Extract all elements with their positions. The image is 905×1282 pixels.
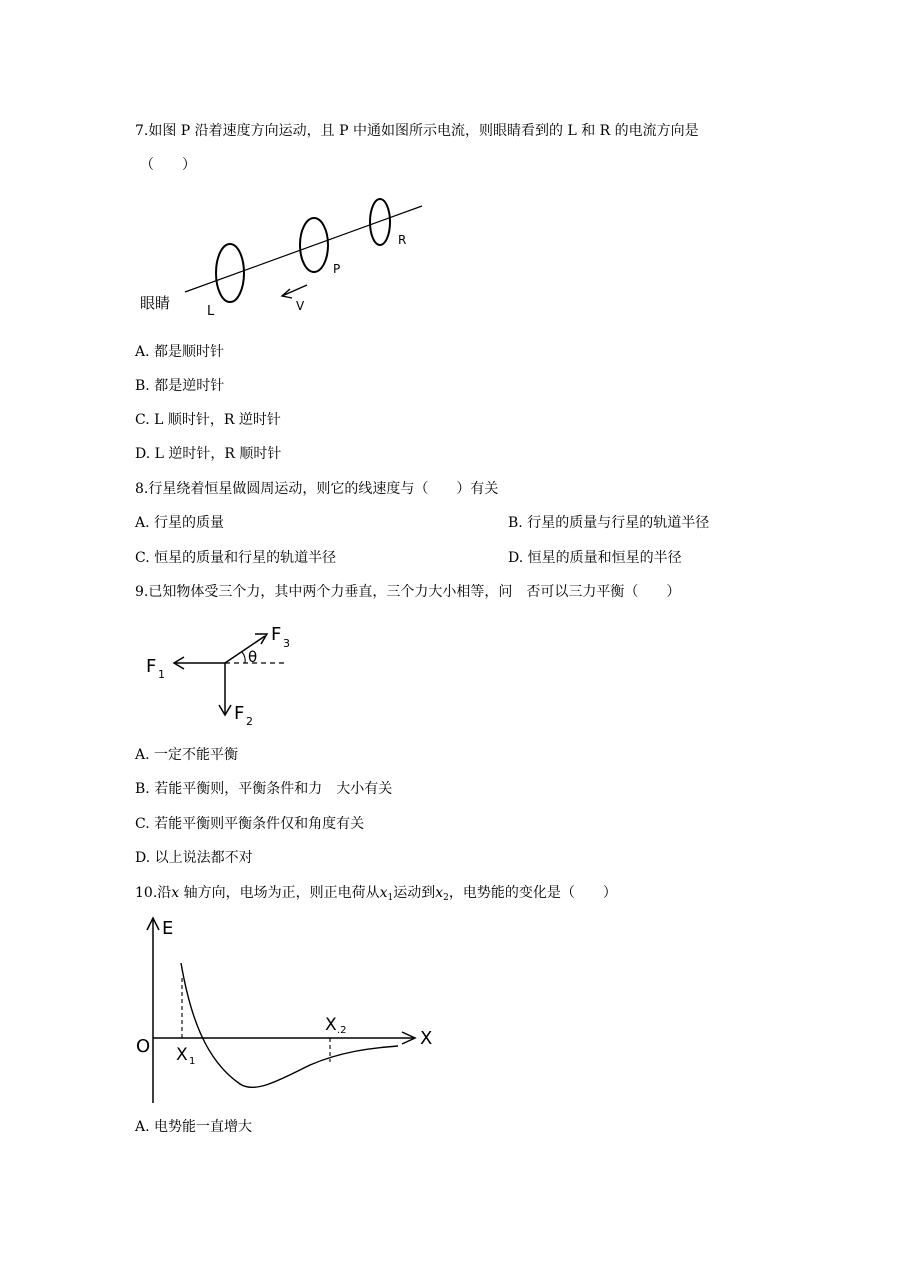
label-R: R xyxy=(398,233,407,247)
label-L: L xyxy=(207,304,215,319)
q8-option-b: B. 行星的质量与行星的轨道半径 xyxy=(508,515,710,531)
q10-stem: 10.沿x 轴方向，电场为正，则正电荷从$x_1$运动到$x_2$，电势能的变化是（ ） xyxy=(135,885,617,903)
label-O: O xyxy=(136,1036,151,1057)
q8-stem: 8.行星绕着恒星做圆周运动，则它的线速度与（ ）有关 xyxy=(135,481,499,497)
q9-option-a: A. 一定不能平衡 xyxy=(135,747,239,763)
label-F3-sub: 3 xyxy=(283,637,290,650)
q9-stem: 9.已知物体受三个力，其中两个力垂直，三个力大小相等，问 否可以三力平衡（ ） xyxy=(135,584,681,600)
label-X-axis: X xyxy=(420,1028,433,1049)
label-F1: F xyxy=(146,656,157,677)
label-V: V xyxy=(296,299,305,313)
label-F2-sub: 2 xyxy=(246,715,253,728)
field-curve xyxy=(181,963,398,1087)
label-F1-sub: 1 xyxy=(158,668,165,681)
label-X1: X xyxy=(176,1045,188,1065)
q8-option-c: C. 恒星的质量和行星的轨道半径 xyxy=(135,550,337,566)
label-F2: F xyxy=(234,703,245,724)
q9-option-b: B. 若能平衡则，平衡条件和力 大小有关 xyxy=(135,781,393,797)
label-X1-sub: 1 xyxy=(189,1056,196,1067)
q9-option-d: D. 以上说法都不对 xyxy=(135,850,253,866)
label-X2: X xyxy=(325,1015,337,1035)
theta-label: θ xyxy=(248,648,258,666)
label-eye: 眼睛 xyxy=(140,294,171,312)
label-P: P xyxy=(333,262,341,276)
q7-option-c: C. L 顺时针，R 逆时针 xyxy=(135,412,281,428)
label-X2-sub: .2 xyxy=(337,1025,347,1036)
q7-option-d: D. L 逆时针，R 顺时针 xyxy=(135,446,282,462)
q7-answer-blank: （ ） xyxy=(140,157,196,173)
label-E: E xyxy=(162,918,174,939)
q7-option-b: B. 都是逆时针 xyxy=(135,378,225,394)
q9-option-c: C. 若能平衡则平衡条件仅和角度有关 xyxy=(135,816,365,832)
q8-option-a: A. 行星的质量 xyxy=(135,515,225,531)
q7-stem: 7.如图 P 沿着速度方向运动，且 P 中通如图所示电流，则眼睛看到的 L 和 R 的电流方向是 xyxy=(135,123,699,139)
label-F3: F xyxy=(271,624,282,645)
q10-option-a: A. 电势能一直增大 xyxy=(135,1119,253,1135)
q7-option-a: A. 都是顺时针 xyxy=(135,344,225,360)
q8-option-d: D. 恒星的质量和恒星的半径 xyxy=(508,550,682,566)
